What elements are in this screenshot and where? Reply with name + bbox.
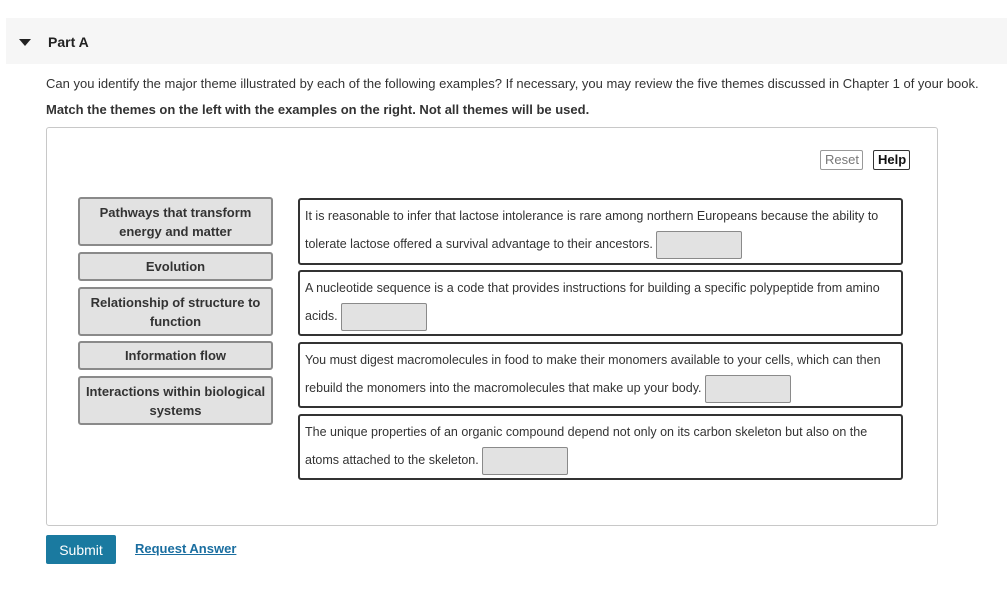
theme-tile[interactable]: Information flow (78, 341, 273, 370)
drop-zone[interactable] (482, 447, 568, 475)
instructions-text: Match the themes on the left with the examples on the right. Not all themes will be used. (46, 102, 590, 117)
theme-tile[interactable]: Relationship of structure to function (78, 287, 273, 336)
theme-tile[interactable]: Pathways that transform energy and matter (78, 197, 273, 246)
reset-button[interactable]: Reset (820, 150, 863, 170)
drop-zone[interactable] (705, 375, 791, 403)
drop-zone[interactable] (656, 231, 742, 259)
example-box (298, 414, 903, 480)
example-box (298, 342, 903, 408)
request-answer-link[interactable]: Request Answer (135, 541, 237, 556)
theme-tile[interactable]: Interactions within biological systems (78, 376, 273, 425)
example-text: A nucleotide sequence is a code that provides instructions for building a specific polypeptide from amino acids. (305, 281, 880, 323)
theme-tile[interactable]: Evolution (78, 252, 273, 281)
example-text: It is reasonable to infer that lactose intolerance is rare among northern Europeans because the ability to tolerate lactose offered a survival advantage to their ancestors. (305, 209, 879, 251)
question-text: Can you identify the major theme illustrated by each of the following examples? If necessary, you may review the five themes discussed in Chapter 1 of your book. (46, 76, 979, 91)
example-text: You must digest macromolecules in food to make their monomers available to your cells, which can then rebuild the monomers into the macromolecules that make up your body. (305, 353, 881, 395)
part-header[interactable] (6, 18, 1007, 64)
part-title: Part A (48, 34, 89, 50)
help-button[interactable]: Help (873, 150, 910, 170)
collapse-caret-icon[interactable] (19, 39, 31, 46)
drop-zone[interactable] (341, 303, 427, 331)
submit-button[interactable]: Submit (46, 535, 116, 564)
example-box (298, 198, 903, 265)
example-text: The unique properties of an organic compound depend not only on its carbon skeleton but also on the atoms attached to the skeleton. (305, 425, 868, 467)
example-box (298, 270, 903, 336)
